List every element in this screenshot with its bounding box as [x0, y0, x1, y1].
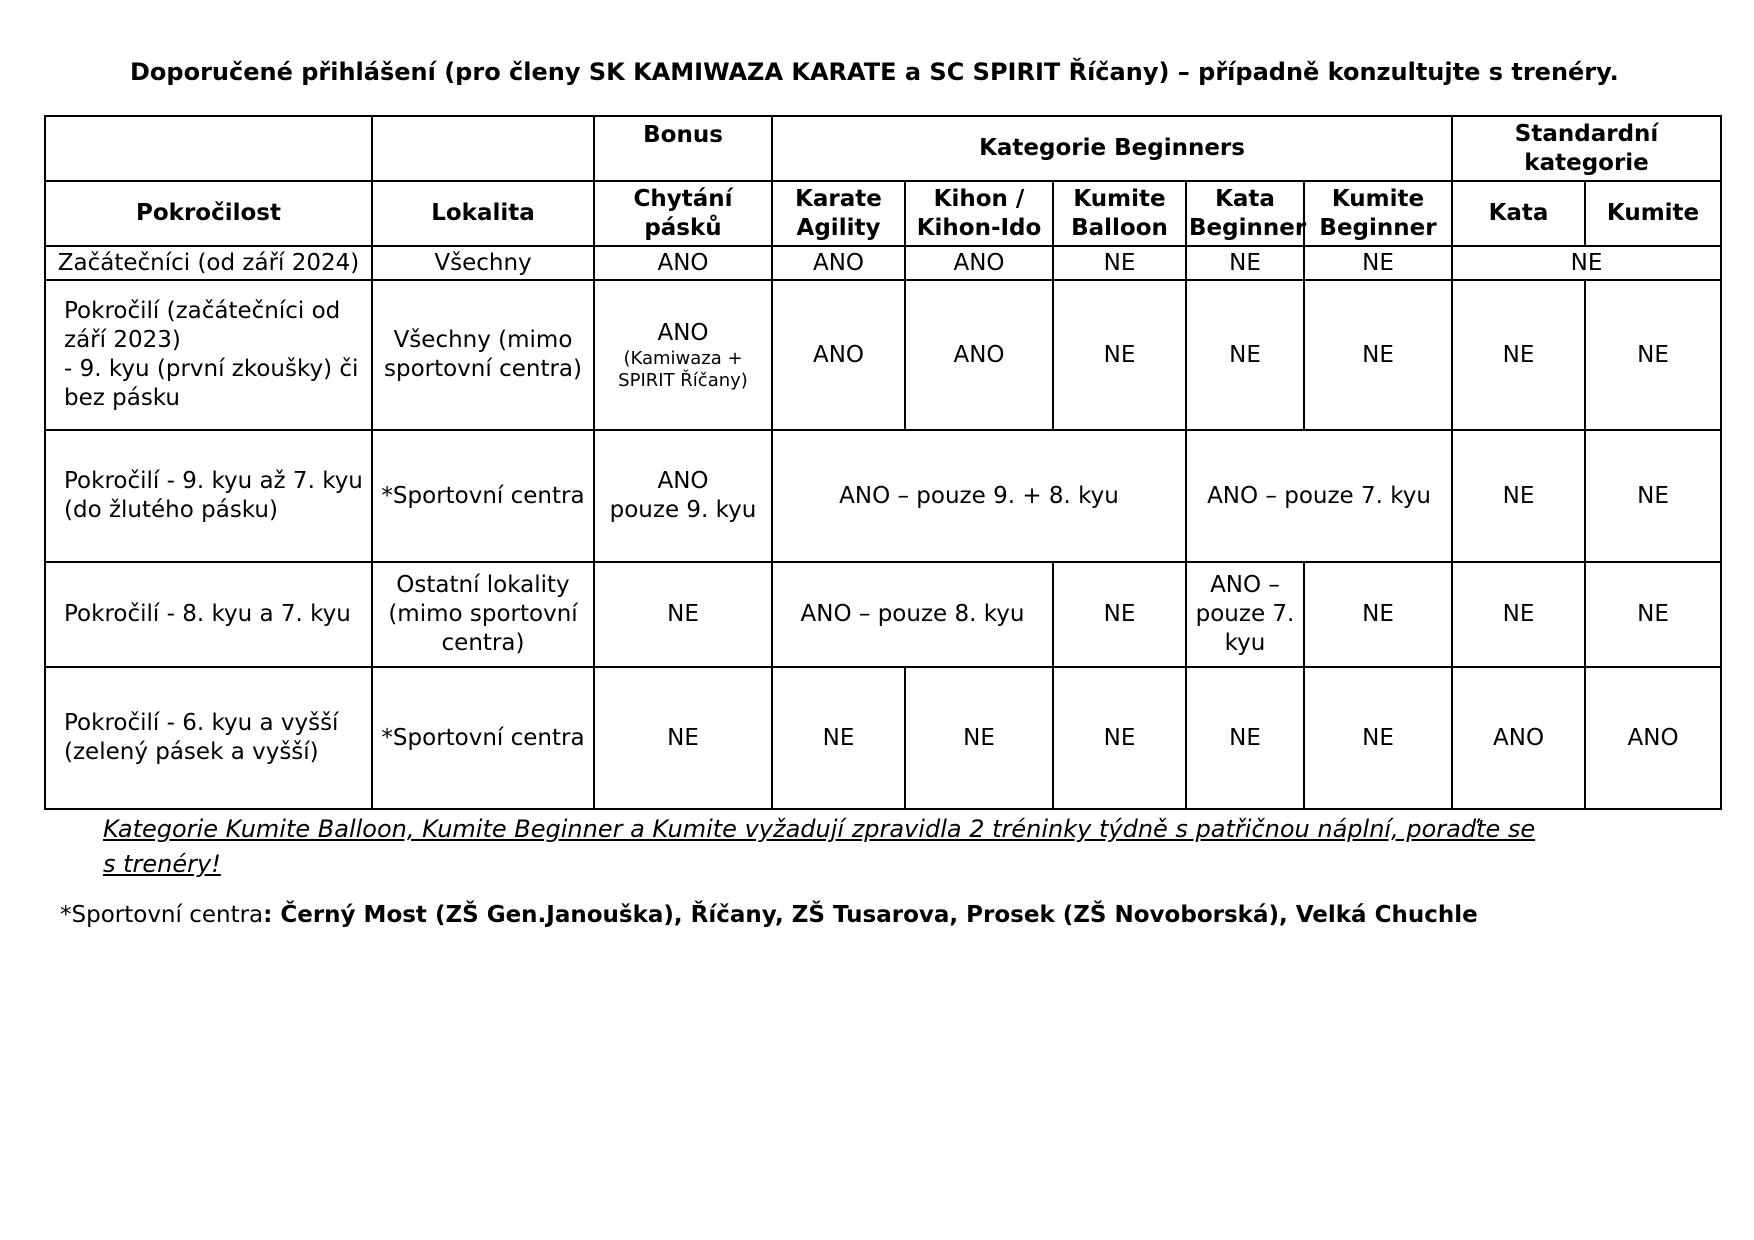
cell-kumitebeg: NE — [1304, 562, 1452, 667]
cell-kumite: ANO — [1585, 667, 1721, 809]
cell-chytani-line2: pouze 9. kyu — [609, 497, 757, 523]
footnote-list: : Černý Most (ZŠ Gen.Janouška), Říčany, ZŠ Tusarova, Prosek (ZŠ Novoborská), Velká Chuchle — [263, 902, 1478, 928]
table-row — [45, 246, 1721, 280]
col-header-kihon-line1: Kihon / — [933, 185, 1025, 212]
cell-pokrocilost — [45, 280, 372, 430]
cell-lokalita-line1: Ostatní lokality — [396, 572, 570, 598]
table-row — [45, 430, 1721, 562]
cell-kumitebeg: NE — [1304, 667, 1452, 809]
col-header-balloon — [1053, 181, 1186, 246]
cell-kata: NE — [1452, 430, 1585, 562]
cell-pokrocilost: Pokročilí - 8. kyu a 7. kyu — [45, 562, 372, 667]
cell-pokrocilost: Začátečníci (od září 2024) — [45, 246, 372, 280]
cell-chytani — [594, 430, 772, 562]
col-header-chytani-line1: Chytání — [633, 185, 733, 212]
col-header-chytani — [594, 181, 772, 246]
cell-katabeg — [1186, 562, 1304, 667]
kumite-note-line1: Kategorie Kumite Balloon, Kumite Beginner a Kumite vyžadují zpravidla 2 tréninky týdně s patřičnou náplní, poraďte se — [103, 815, 1536, 843]
col-header-katabeg — [1186, 181, 1307, 246]
footnote-label: *Sportovní centra — [60, 902, 264, 928]
col-header-katabeg-line1: Kata — [1215, 185, 1275, 212]
cell-katabeg-line3: kyu — [1224, 630, 1266, 656]
cell-standard: NE — [1452, 246, 1721, 280]
cell-kihon: ANO — [905, 246, 1053, 280]
group-header-row — [45, 116, 1721, 181]
cell-katabeg: NE — [1186, 280, 1304, 430]
cell-balloon: NE — [1053, 667, 1186, 809]
col-header-agility — [772, 181, 905, 246]
col-header-agility-line2: Agility — [796, 214, 881, 241]
col-header-kumitebeg-line1: Kumite — [1331, 185, 1425, 212]
cell-kata: NE — [1452, 562, 1585, 667]
cell-pokrocilost-line2: (zelený pásek a vyšší) — [64, 739, 319, 765]
cell-agility-kihon-balloon: ANO – pouze 9. + 8. kyu — [772, 430, 1186, 562]
table-row — [45, 562, 1721, 667]
cell-lokalita-line3: centra) — [441, 630, 525, 656]
table-row — [45, 667, 1721, 809]
col-header-kumite: Kumite — [1585, 181, 1721, 246]
cell-lokalita-line2: sportovní centra) — [383, 356, 582, 382]
cell-kumite: NE — [1585, 430, 1721, 562]
empty-header-cell — [372, 116, 594, 181]
cell-chytani — [594, 280, 772, 430]
cell-agility: ANO — [772, 246, 905, 280]
cell-lokalita: Všechny — [372, 246, 594, 280]
cell-kata: NE — [1452, 280, 1585, 430]
cell-pokrocilost-line4: bez pásku — [64, 385, 180, 411]
group-standard-line1: Standardní — [1514, 120, 1659, 147]
col-header-lokalita: Lokalita — [372, 181, 594, 246]
cell-kumite: NE — [1585, 562, 1721, 667]
cell-balloon: NE — [1053, 562, 1186, 667]
cell-kihon: ANO — [905, 280, 1053, 430]
cell-pokrocilost — [45, 430, 372, 562]
cell-balloon: NE — [1053, 280, 1186, 430]
sport-centers-footnote — [60, 902, 1478, 928]
cell-chytani-note-line1: (Kamiwaza + — [623, 347, 743, 369]
cell-kihon: NE — [905, 667, 1053, 809]
cell-agility-kihon: ANO – pouze 8. kyu — [772, 562, 1053, 667]
cell-chytani: ANO — [594, 246, 772, 280]
cell-pokrocilost-line2: září 2023) — [64, 327, 181, 353]
cell-agility: ANO — [772, 280, 905, 430]
cell-kata: ANO — [1452, 667, 1585, 809]
cell-katabeg: NE — [1186, 667, 1304, 809]
cell-chytani-line1: ANO — [657, 468, 709, 494]
col-header-katabeg-line2: Beginner — [1189, 214, 1307, 241]
cell-pokrocilost-line1: Pokročilí - 6. kyu a vyšší — [64, 710, 339, 736]
kumite-note-line2: s trenéry! — [103, 850, 221, 878]
table-row — [45, 280, 1721, 430]
col-header-pokrocilost: Pokročilost — [45, 181, 372, 246]
cell-pokrocilost-line1: Pokročilí - 9. kyu až 7. kyu — [64, 468, 363, 494]
page-title: Doporučené přihlášení (pro členy SK KAMIWAZA KARATE a SC SPIRIT Říčany) – případně konzultujte s trenéry. — [130, 58, 1619, 86]
cell-lokalita-line1: Všechny (mimo — [393, 327, 573, 353]
col-header-kumitebeg-line2: Beginner — [1319, 214, 1437, 241]
cell-agility: NE — [772, 667, 905, 809]
cell-pokrocilost — [45, 667, 372, 809]
cell-katabeg-line1: ANO – — [1210, 572, 1280, 598]
cell-chytani-note-line2: SPIRIT Říčany) — [618, 369, 748, 391]
kumite-note — [103, 812, 1663, 882]
empty-header-cell — [45, 116, 372, 181]
col-header-kihon-line2: Kihon-Ido — [916, 214, 1042, 241]
cell-lokalita: *Sportovní centra — [372, 430, 594, 562]
col-header-kumitebeg — [1304, 181, 1452, 246]
cell-kumitebeg: NE — [1304, 280, 1452, 430]
cell-pokrocilost-line3: - 9. kyu (první zkoušky) či — [64, 356, 359, 382]
group-standard-line2: kategorie — [1524, 149, 1649, 176]
cell-pokrocilost-line2: (do žlutého pásku) — [64, 497, 278, 523]
registration-table — [44, 115, 1722, 810]
cell-chytani: NE — [594, 667, 772, 809]
group-bonus: Bonus — [594, 116, 772, 181]
cell-kumite: NE — [1585, 280, 1721, 430]
col-header-kihon — [905, 181, 1053, 246]
col-header-agility-line1: Karate — [795, 185, 882, 212]
cell-chytani-value: ANO — [657, 319, 709, 346]
cell-balloon: NE — [1053, 246, 1186, 280]
cell-katabeg: NE — [1186, 246, 1304, 280]
cell-katabeg-kumitebeg: ANO – pouze 7. kyu — [1186, 430, 1452, 562]
group-beginners: Kategorie Beginners — [772, 116, 1452, 181]
col-header-balloon-line1: Kumite — [1073, 185, 1166, 212]
cell-lokalita — [372, 562, 594, 667]
cell-chytani: NE — [594, 562, 772, 667]
group-standard — [1452, 116, 1721, 181]
column-header-row — [45, 181, 1721, 246]
col-header-chytani-line2: pásků — [644, 214, 722, 241]
cell-katabeg-line2: pouze 7. — [1195, 601, 1295, 627]
cell-kumitebeg: NE — [1304, 246, 1452, 280]
cell-pokrocilost-line1: Pokročilí (začátečníci od — [64, 298, 341, 324]
cell-lokalita — [372, 280, 594, 430]
col-header-kata: Kata — [1452, 181, 1585, 246]
col-header-balloon-line2: Balloon — [1071, 214, 1168, 241]
cell-lokalita-line2: (mimo sportovní — [388, 601, 578, 627]
cell-lokalita: *Sportovní centra — [372, 667, 594, 809]
